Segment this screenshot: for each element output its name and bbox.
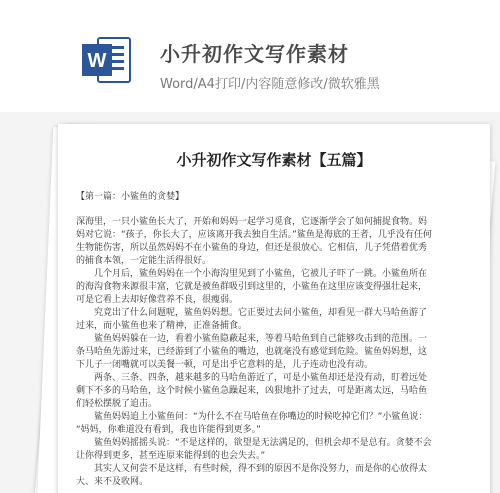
body-line: 几个月后，鲨鱼妈妈在一个小海沟里见到了小鲨鱼，它被儿子吓了一跳。小鲨鱼所在 <box>94 269 428 279</box>
word-icon <box>80 34 132 86</box>
body-line: 可是它看上去却好像营养不良，很瘦弱。 <box>76 295 239 305</box>
body-line: 们轻松摆脱了追击。 <box>76 399 158 409</box>
body-line: 下儿子一闭嘴就可以美餐一顿，可是出乎它意料的是，儿子连动也没有动。 <box>76 360 374 370</box>
body-line: “妈妈，你难道没有看到，我也许能得到更多。” <box>76 425 261 435</box>
body-line: 妈对它说：“孩子，你长大了，应该离开我去独自生活。”鲨鱼是海底的王者，几乎没有任何 <box>76 230 432 240</box>
body-line: 的捕食本领，一定能生活得很好。 <box>76 256 212 266</box>
body-line: 鲨鱼妈妈躲在一边，看着小鲨鱼隐蔽起来，等着马哈鱼到自己能够攻击到的范围。一 <box>94 334 428 344</box>
body-line: 鲨鱼妈妈摇摇头说：“不是这样的，欲望是无法满足的，但机会却不是总有。贪婪不会 <box>94 438 432 448</box>
page-title: 小升初作文写作素材【五篇】 <box>176 151 372 169</box>
body-line: 深海里，一只小鲨鱼长大了，开始和妈妈一起学习觅食，它逐渐学会了如何捕捉食物。妈 <box>76 217 428 227</box>
body-line: 剩下不多的马哈鱼，这个时候小鲨鱼急躁起来，凶狠地扑了过去，可是距离太远，马哈鱼 <box>76 386 428 396</box>
document-preview <box>0 112 500 493</box>
body-line: 的海沟食物来源很丰富，它就是被鱼群吸引到这里的，小鲨鱼在这里应该变得强壮起来， <box>76 282 428 292</box>
body-line: 条马哈鱼先游过来，已经游到了小鲨鱼的嘴边，也就毫没有感觉到危险。鲨鱼妈妈想，这 <box>76 347 428 357</box>
document-page <box>58 124 490 493</box>
body-line: 过来，而小鲨鱼也来了精神，正准备捕食。 <box>76 321 248 331</box>
body-line: 鲨鱼妈妈追上小鲨鱼问：“为什么不在马哈鱼在你嘴边的时候吃掉它们？”小鲨鱼说： <box>94 412 428 422</box>
body-line: 让你得到更多，甚至连原来能得到的也会失去。” <box>76 451 266 461</box>
body-line: 究竟出了什么问题呢，鲨鱼妈妈想。它正要过去问小鲨鱼，却看见一群大马哈鱼游了 <box>94 308 428 318</box>
header <box>0 0 500 112</box>
body-line: 两条、三条、四条，越来越多的马哈鱼游近了，可是小鲨鱼却还是没有动，盯着远处 <box>94 373 428 383</box>
section-label: 【第一篇：小鲨鱼的贪婪】 <box>76 192 185 202</box>
document-heading: 小升初作文写作素材 <box>160 42 349 66</box>
body-line: 生物能伤害，所以虽然妈妈不在小鲨鱼的身边，但还是很放心。它相信，儿子凭借着优秀 <box>76 243 428 253</box>
body-line: 其实人又何尝不是这样，有些时候，得不到的原因不是你没努力，而是你的心放得太 <box>94 464 428 474</box>
body-line: 大、来不及收网。 <box>76 477 149 487</box>
word-icon-letter: W <box>87 50 107 72</box>
document-subheading: Word/A4打印/内容随意修改/微软雅黑 <box>160 77 380 92</box>
